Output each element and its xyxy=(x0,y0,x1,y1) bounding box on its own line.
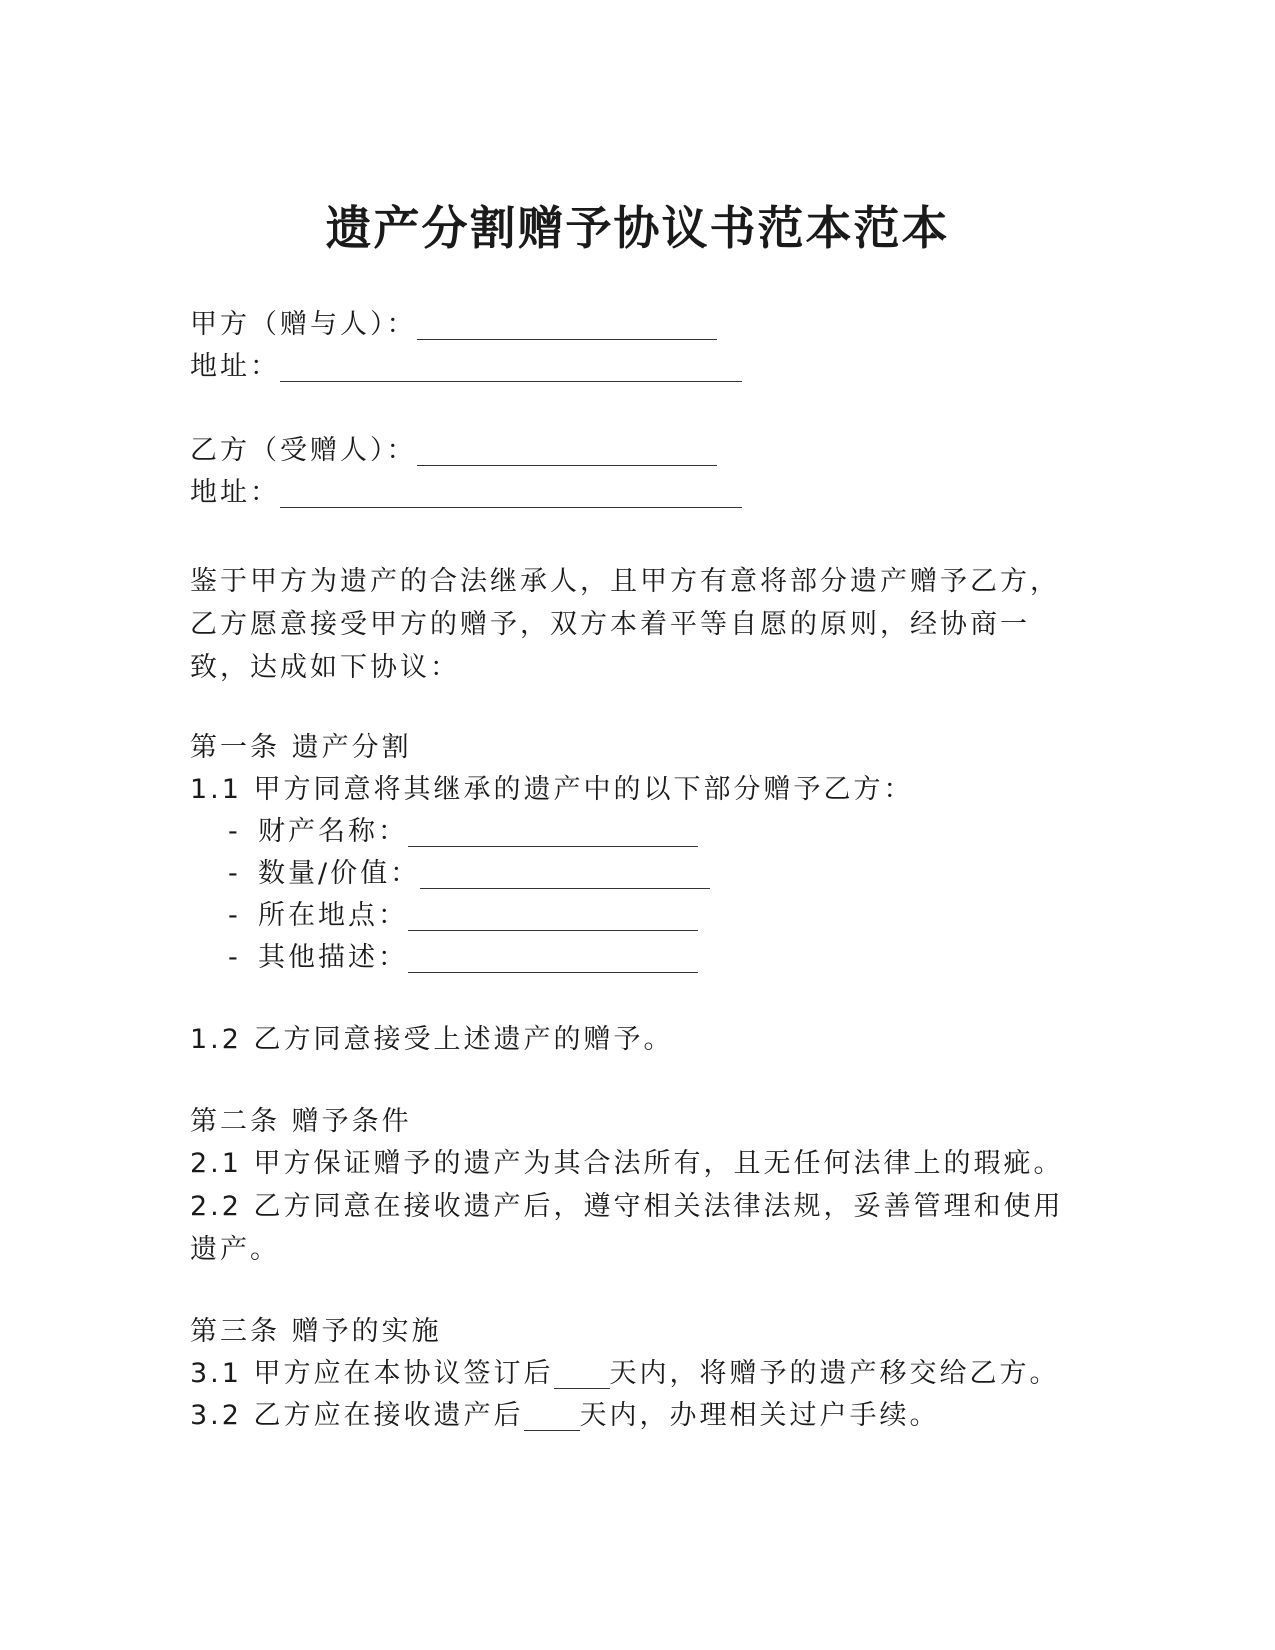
quantity-value-blank[interactable] xyxy=(420,858,710,889)
clause-3-2-prefix: 3.2 乙方应在接收遗产后 xyxy=(190,1400,524,1431)
clause-3-2-suffix: 天内，办理相关过户手续。 xyxy=(579,1400,940,1431)
party-a-address-blank[interactable] xyxy=(280,351,742,382)
dash-marker: - xyxy=(228,900,241,931)
clause-1-1: 1.1 甲方同意将其继承的遗产中的以下部分赠予乙方： xyxy=(190,774,914,805)
item-other-description xyxy=(190,937,1070,979)
party-b-address-label: 地址： xyxy=(190,477,280,508)
clause-3-1 xyxy=(190,1353,1070,1395)
item-label: 数量/价值： xyxy=(258,858,421,889)
party-a-address-line xyxy=(190,346,1070,388)
days-blank[interactable] xyxy=(524,1400,580,1431)
location-blank[interactable] xyxy=(408,900,698,931)
party-a-address-label: 地址： xyxy=(190,351,280,382)
clause-3-1-suffix: 天内，将赠予的遗产移交给乙方。 xyxy=(609,1358,1060,1389)
clause-2-2: 2.2 乙方同意在接收遗产后，遵守相关法律法规，妥善管理和使用遗产。 xyxy=(190,1191,1064,1265)
property-name-blank[interactable] xyxy=(408,816,698,847)
party-b-blank[interactable] xyxy=(417,435,717,466)
party-b-address-line xyxy=(190,472,1070,514)
other-description-blank[interactable] xyxy=(408,942,698,973)
item-label: 所在地点： xyxy=(258,900,408,931)
document-body xyxy=(190,304,1070,1437)
clause-3-2 xyxy=(190,1395,1070,1437)
item-property-name xyxy=(190,811,1070,853)
dash-marker: - xyxy=(228,858,241,889)
days-blank[interactable] xyxy=(554,1358,610,1389)
article-2-heading: 第二条 赠予条件 xyxy=(190,1106,412,1137)
party-a-line xyxy=(190,304,1070,346)
party-b-label: 乙方（受赠人）： xyxy=(190,435,417,466)
item-quantity-value xyxy=(190,853,1070,895)
article-3-heading: 第三条 赠予的实施 xyxy=(190,1316,442,1347)
article-1-heading: 第一条 遗产分割 xyxy=(190,732,412,763)
dash-marker: - xyxy=(228,942,241,973)
dash-marker: - xyxy=(228,816,241,847)
spacer xyxy=(190,514,1070,556)
party-b-line xyxy=(190,430,1070,472)
item-label: 其他描述： xyxy=(258,942,408,973)
spacer xyxy=(190,1061,1070,1101)
clause-2-1: 2.1 甲方保证赠予的遗产为其合法所有，且无任何法律上的瑕疵。 xyxy=(190,1148,1064,1179)
document-title: 遗产分割赠予协议书范本范本 xyxy=(325,201,950,255)
spacer xyxy=(190,979,1070,1019)
preamble-paragraph: 鉴于甲方为遗产的合法继承人，且甲方有意将部分遗产赠予乙方，乙方愿意接受甲方的赠予，双方本着平等自愿的原则，经协商一致，达成如下协议： xyxy=(190,566,1060,683)
spacer xyxy=(190,689,1070,727)
clause-1-2: 1.2 乙方同意接受上述遗产的赠予。 xyxy=(190,1024,674,1055)
party-b-address-blank[interactable] xyxy=(280,477,742,508)
spacer xyxy=(190,388,1070,430)
spacer xyxy=(190,1271,1070,1311)
party-a-blank[interactable] xyxy=(417,309,717,340)
clause-3-1-prefix: 3.1 甲方应在本协议签订后 xyxy=(190,1358,554,1389)
party-a-label: 甲方（赠与人）： xyxy=(190,309,417,340)
item-label: 财产名称： xyxy=(258,816,408,847)
item-location xyxy=(190,895,1070,937)
